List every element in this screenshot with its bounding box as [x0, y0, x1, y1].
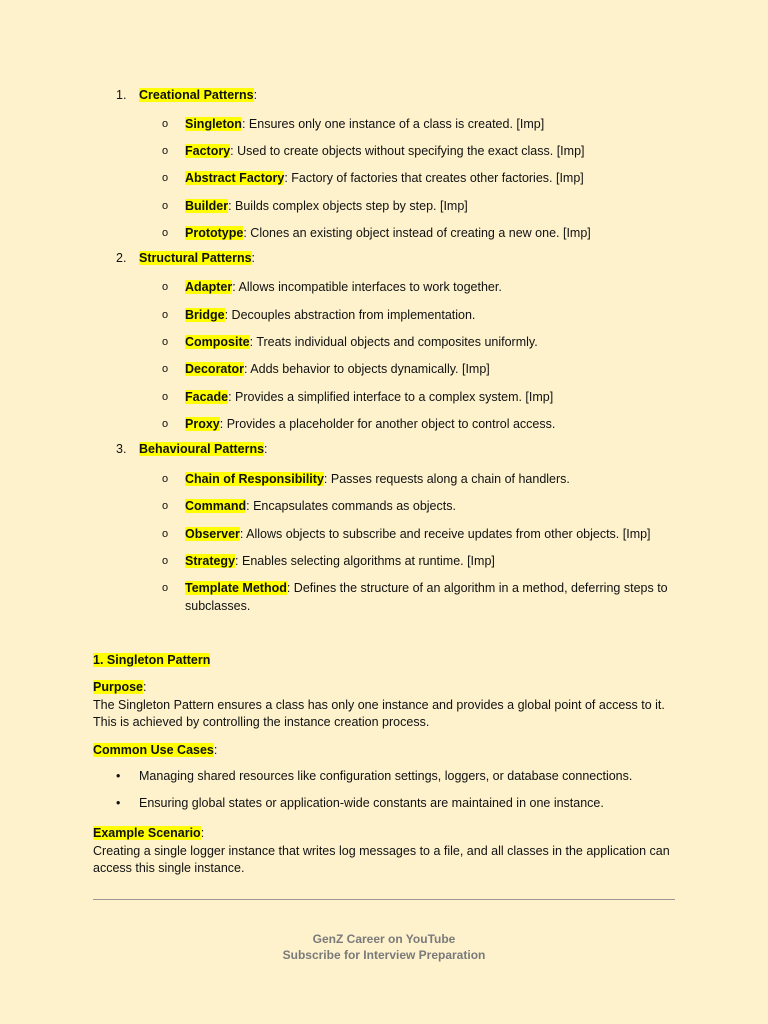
bullet-icon: o	[162, 227, 169, 239]
scenario-block: Example Scenario: Creating a single logger instance that writes log messages to a file, and all classes in the application can access this single instance.	[93, 826, 670, 875]
list-number: 2.	[116, 251, 127, 265]
pattern-desc: : Allows incompatible interfaces to work together.	[232, 280, 502, 294]
pattern-name: Facade	[185, 390, 229, 404]
use-case-text: Managing shared resources like configuration settings, loggers, or database connections.	[139, 769, 633, 783]
pattern-desc: : Adds behavior to objects dynamically. [Imp]	[244, 362, 490, 376]
pattern-name: Builder	[185, 199, 229, 213]
pattern-desc: : Passes requests along a chain of handlers.	[323, 472, 570, 486]
pattern-name: Singleton	[185, 117, 242, 131]
group-heading-behavioural: 3. Behavioural Patterns:	[116, 442, 268, 456]
bullet-icon: o	[162, 145, 169, 157]
bullet-icon: •	[116, 796, 121, 810]
pattern-desc: : Clones an existing object instead of creating a new one. [Imp]	[243, 226, 591, 240]
group-title: Structural Patterns	[139, 251, 252, 265]
group-heading-creational: 1. Creational Patterns:	[116, 88, 258, 102]
pattern-desc: : Provides a placeholder for another object to control access.	[219, 417, 556, 431]
pattern-name: Prototype	[185, 226, 244, 240]
bullet-icon: o	[162, 363, 169, 375]
bullet-icon: o	[162, 391, 169, 403]
pattern-name: Abstract Factory	[185, 171, 285, 185]
bullet-icon: o	[162, 200, 169, 212]
footer-line1: GenZ Career on YouTube	[312, 932, 456, 946]
bullet-icon: o	[162, 473, 169, 485]
pattern-name: Command	[185, 499, 247, 513]
pattern-desc: : Treats individual objects and composites uniformly.	[249, 335, 538, 349]
pattern-name: Decorator	[185, 362, 245, 376]
bullet-icon: •	[116, 769, 121, 783]
list-number: 1.	[116, 88, 127, 102]
list-number: 3.	[116, 442, 127, 456]
divider	[93, 899, 675, 900]
scenario-label: Example Scenario	[93, 826, 201, 840]
scenario-text: Creating a single logger instance that writes log messages to a file, and all classes in the application can access this single instance.	[93, 843, 670, 875]
section-heading: 1. Singleton Pattern	[93, 653, 211, 667]
bullet-icon: o	[162, 118, 169, 130]
pattern-name: Bridge	[185, 308, 225, 322]
use-cases-label: Common Use Cases:	[93, 743, 218, 757]
pattern-desc: : Encapsulates commands as objects.	[246, 499, 456, 513]
pattern-desc: : Used to create objects without specifying the exact class. [Imp]	[230, 144, 585, 158]
bullet-icon: o	[162, 500, 169, 512]
pattern-name: Adapter	[185, 280, 233, 294]
bullet-icon: o	[162, 172, 169, 184]
group-title: Creational Patterns	[139, 88, 254, 102]
pattern-name: Chain of Responsibility	[185, 472, 324, 486]
list-item	[116, 769, 632, 783]
pattern-desc: : Enables selecting algorithms at runtime. [Imp]	[235, 554, 495, 568]
pattern-name: Observer	[185, 527, 240, 541]
list-item	[116, 796, 604, 810]
pattern-name: Proxy	[185, 417, 220, 431]
pattern-name: Strategy	[185, 554, 236, 568]
footer-line2: Subscribe for Interview Preparation	[282, 948, 486, 962]
pattern-desc: : Provides a simplified interface to a complex system. [Imp]	[228, 390, 554, 404]
pattern-desc: : Ensures only one instance of a class is created. [Imp]	[241, 117, 545, 131]
bullet-icon: o	[162, 555, 169, 567]
bullet-icon: o	[162, 281, 169, 293]
group-heading-structural: 2. Structural Patterns:	[116, 251, 256, 265]
pattern-desc: : Decouples abstraction from implementation.	[224, 308, 476, 322]
purpose-label: Purpose	[93, 680, 144, 694]
pattern-desc: : Builds complex objects step by step. [Imp]	[228, 199, 468, 213]
bullet-icon: o	[162, 309, 169, 321]
bullet-icon: o	[162, 528, 169, 540]
pattern-desc: : Defines the structure of an algorithm in a method, deferring steps to subclasses.	[185, 581, 668, 613]
bullet-icon: o	[162, 336, 169, 348]
group-title: Behavioural Patterns	[139, 442, 265, 456]
bullet-icon: o	[162, 418, 169, 430]
pattern-desc: : Allows objects to subscribe and receive updates from other objects. [Imp]	[239, 527, 651, 541]
purpose-text: The Singleton Pattern ensures a class has only one instance and provides a global point of access to it. This is achieved by controlling the instance creation process.	[93, 697, 665, 729]
pattern-name: Composite	[185, 335, 250, 349]
pattern-name: Factory	[185, 144, 231, 158]
bullet-icon: o	[162, 582, 169, 594]
pattern-name: Template Method	[185, 581, 287, 595]
use-case-text: Ensuring global states or application-wide constants are maintained in one instance.	[139, 796, 604, 810]
purpose-block: Purpose: The Singleton Pattern ensures a class has only one instance and provides a global point of access to it. This is achieved by controlling the instance creation process.	[93, 680, 665, 729]
pattern-desc: : Factory of factories that creates other factories. [Imp]	[284, 171, 584, 185]
